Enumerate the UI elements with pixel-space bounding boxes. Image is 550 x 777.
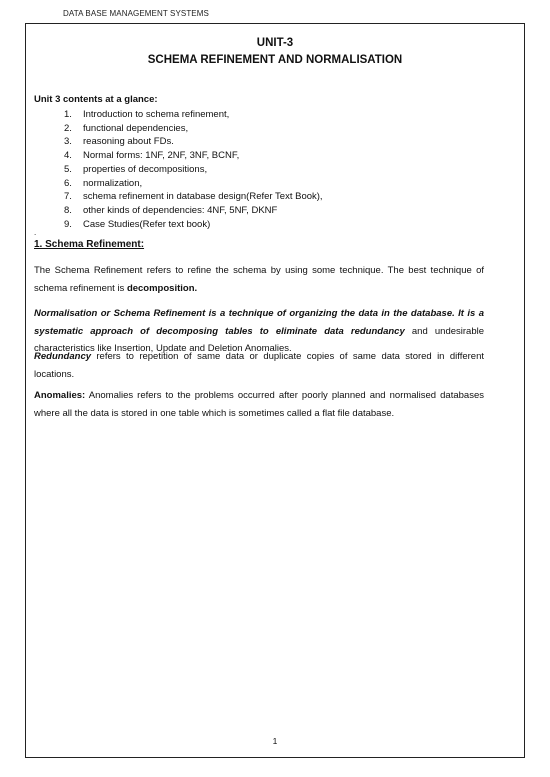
- contents-item-text: properties of decompositions,: [83, 163, 208, 175]
- contents-item: [64, 218, 323, 232]
- page-number: 1: [272, 736, 278, 746]
- contents-item: [64, 163, 323, 177]
- paragraph-anomalies: [34, 387, 484, 422]
- contents-item-number: 8.: [64, 204, 72, 216]
- contents-heading: Unit 3 contents at a glance:: [34, 94, 158, 105]
- paragraph-text: The Schema Refinement refers to refine the schema by using some technique. The best technique of schema refinement is: [34, 265, 484, 294]
- contents-item: [64, 108, 323, 122]
- stray-mark: .: [34, 228, 37, 237]
- paragraph-text: refers to repetition of same data or duplicate copies of same data stored in different locations.: [34, 351, 484, 380]
- contents-item-text: other kinds of dependencies: 4NF, 5NF, DKNF: [83, 204, 278, 216]
- paragraph-text: Anomalies refers to the problems occurred after poorly planned and normalised databases where all the data is stored in one table which is sometimes called a flat file database.: [34, 390, 484, 419]
- paragraph-schema-refinement: [34, 262, 484, 297]
- section-heading: 1. Schema Refinement:: [34, 239, 145, 250]
- contents-item: [64, 190, 323, 204]
- contents-item: [64, 149, 323, 163]
- bold-term: Anomalies:: [34, 390, 86, 401]
- contents-item-text: schema refinement in database design(Refer Text Book),: [83, 191, 323, 203]
- chapter-title: SCHEMA REFINEMENT AND NORMALISATION: [147, 54, 403, 66]
- contents-item-text: Case Studies(Refer text book): [83, 218, 211, 230]
- contents-item: [64, 204, 323, 218]
- paragraph-text: and undesirable characteristics like Insertion, Update and Deletion Anomalies.: [34, 325, 484, 354]
- contents-item-number: 2.: [64, 122, 72, 134]
- contents-item-number: 6.: [64, 177, 72, 189]
- contents-item-text: normalization,: [83, 177, 143, 189]
- emphasis-text: Normalisation or Schema Refinement is a technique of organizing the data in the database. It is a systematic approach of decomposing tables to eliminate data redundancy: [34, 308, 484, 337]
- contents-item: [64, 122, 323, 136]
- running-header: DATA BASE MANAGEMENT SYSTEMS: [63, 9, 209, 18]
- contents-item-number: 4.: [64, 150, 72, 162]
- contents-item-text: reasoning about FDs.: [83, 136, 174, 148]
- emphasis-term: Redundancy: [34, 351, 92, 362]
- contents-item-text: Introduction to schema refinement,: [83, 109, 230, 120]
- contents-item-text: functional dependencies,: [83, 122, 189, 134]
- contents-item: [64, 177, 323, 191]
- paragraph-redundancy: [34, 348, 484, 383]
- contents-item: [64, 135, 323, 149]
- contents-item-text: Normal forms: 1NF, 2NF, 3NF, BCNF,: [83, 150, 240, 162]
- contents-item-number: 9.: [64, 218, 72, 230]
- contents-item-number: 7.: [64, 191, 72, 203]
- contents-item-number: 1.: [64, 109, 72, 120]
- unit-title: UNIT-3: [256, 37, 294, 49]
- bold-term: decomposition.: [126, 282, 198, 294]
- contents-list: [64, 108, 323, 231]
- contents-item-number: 5.: [64, 163, 72, 175]
- contents-item-number: 3.: [64, 136, 72, 148]
